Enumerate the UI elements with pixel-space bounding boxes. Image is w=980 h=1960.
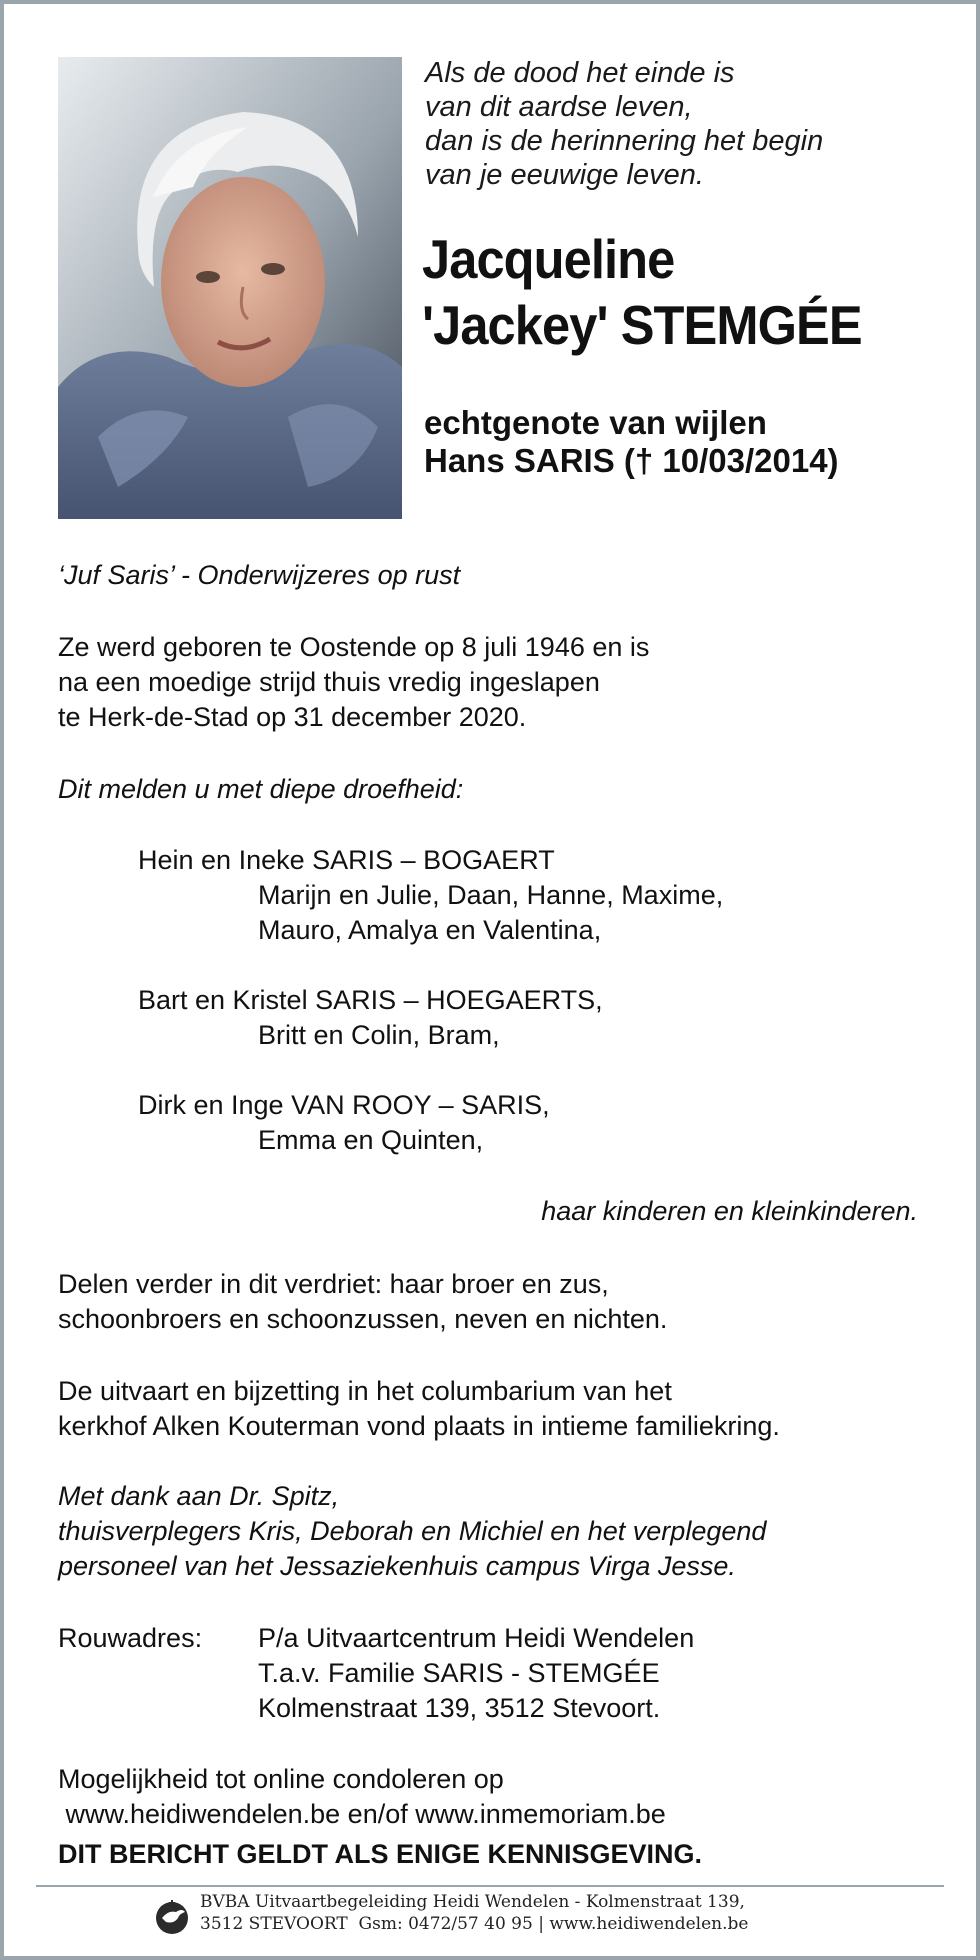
others-paragraph (58, 1267, 938, 1337)
footer-divider (36, 1885, 944, 1887)
spouse-info (424, 404, 944, 480)
official-notice: DIT BERICHT GELDT ALS ENIGE KENNISGEVING. (58, 1839, 703, 1869)
poem-line: Als de dood het einde is (425, 57, 735, 89)
spouse-line: echtgenote van wijlen (424, 404, 767, 441)
text-line: Mogelijkheid tot online condoleren op (58, 1764, 504, 1794)
occupation: ‘Juf Saris’ - Onderwijzeres op rust (58, 560, 461, 590)
text-line: schoonbroers en schoonzussen, neven en nichten. (58, 1304, 668, 1334)
funeral-paragraph (58, 1374, 938, 1444)
birth-death-paragraph (58, 630, 938, 735)
text-line: personeel van het Jessaziekenhuis campus Virga Jesse. (58, 1551, 736, 1581)
poem-line: dan is de herinnering het begin (425, 125, 824, 157)
spouse-line: Hans SARIS († 10/03/2014) (424, 442, 839, 479)
family-children: Marijn en Julie, Daan, Hanne, Maxime, (258, 880, 724, 910)
text-line: Met dank aan Dr. Spitz, (58, 1481, 340, 1511)
memorial-poem (425, 56, 945, 192)
text-line: Ze werd geboren te Oostende op 8 juli 1946 en is (58, 632, 650, 662)
family-parents: Hein en Ineke SARIS – BOGAERT (138, 845, 555, 875)
family-parents: Dirk en Inge VAN ROOY – SARIS, (138, 1090, 550, 1120)
text-line: na een moedige strijd thuis vredig ingeslapen (58, 667, 600, 697)
text-line: Delen verder in dit verdriet: haar broer en zus, (58, 1269, 609, 1299)
family-children: Britt en Colin, Bram, (258, 1020, 500, 1050)
portrait-photo (58, 57, 402, 519)
thanks-paragraph (58, 1479, 938, 1584)
address-label: Rouwadres: (58, 1623, 203, 1653)
text-line: De uitvaart en bijzetting in het columbarium van het (58, 1376, 672, 1406)
address-lines (258, 1621, 694, 1726)
family-children: Emma en Quinten, (258, 1125, 484, 1155)
funeral-home-footer (200, 1891, 748, 1935)
footer-line: BVBA Uitvaartbegeleiding Heidi Wendelen - Kolmenstraat 139, (200, 1892, 745, 1912)
text-line: kerkhof Alken Kouterman vond plaats in intieme familiekring. (58, 1411, 780, 1441)
condolence-links: www.heidiwendelen.be en/of www.inmemoriam.be (58, 1799, 666, 1829)
announcement: Dit melden u met diepe droefheid: (58, 774, 464, 804)
condolence-paragraph (58, 1762, 938, 1832)
family-parents: Bart en Kristel SARIS – HOEGAERTS, (138, 985, 603, 1015)
address-line: T.a.v. Familie SARIS - STEMGÉE (258, 1658, 660, 1688)
address-line: P/a Uitvaartcentrum Heidi Wendelen (258, 1623, 695, 1653)
deceased-first-name: Jacqueline (422, 228, 675, 290)
dove-logo-icon (152, 1896, 192, 1936)
family-block (138, 983, 603, 1053)
text-line: thuisverplegers Kris, Deborah en Michiel en het verplegend (58, 1516, 767, 1546)
deceased-name (422, 226, 919, 358)
poem-line: van dit aardse leven, (425, 91, 693, 123)
family-block (138, 1088, 550, 1158)
address-line: Kolmenstraat 139, 3512 Stevoort. (258, 1693, 661, 1723)
family-block (138, 843, 723, 948)
family-children: Mauro, Amalya en Valentina, (258, 915, 602, 945)
deceased-nickname-surname: 'Jackey' STEMGÉE (422, 294, 862, 356)
text-line: te Herk-de-Stad op 31 december 2020. (58, 702, 527, 732)
footer-line: 3512 STEVOORT Gsm: 0472/57 40 95 | www.heidiwendelen.be (200, 1914, 749, 1934)
family-signoff: haar kinderen en kleinkinderen. (541, 1196, 918, 1226)
poem-line: van je eeuwige leven. (425, 159, 704, 191)
